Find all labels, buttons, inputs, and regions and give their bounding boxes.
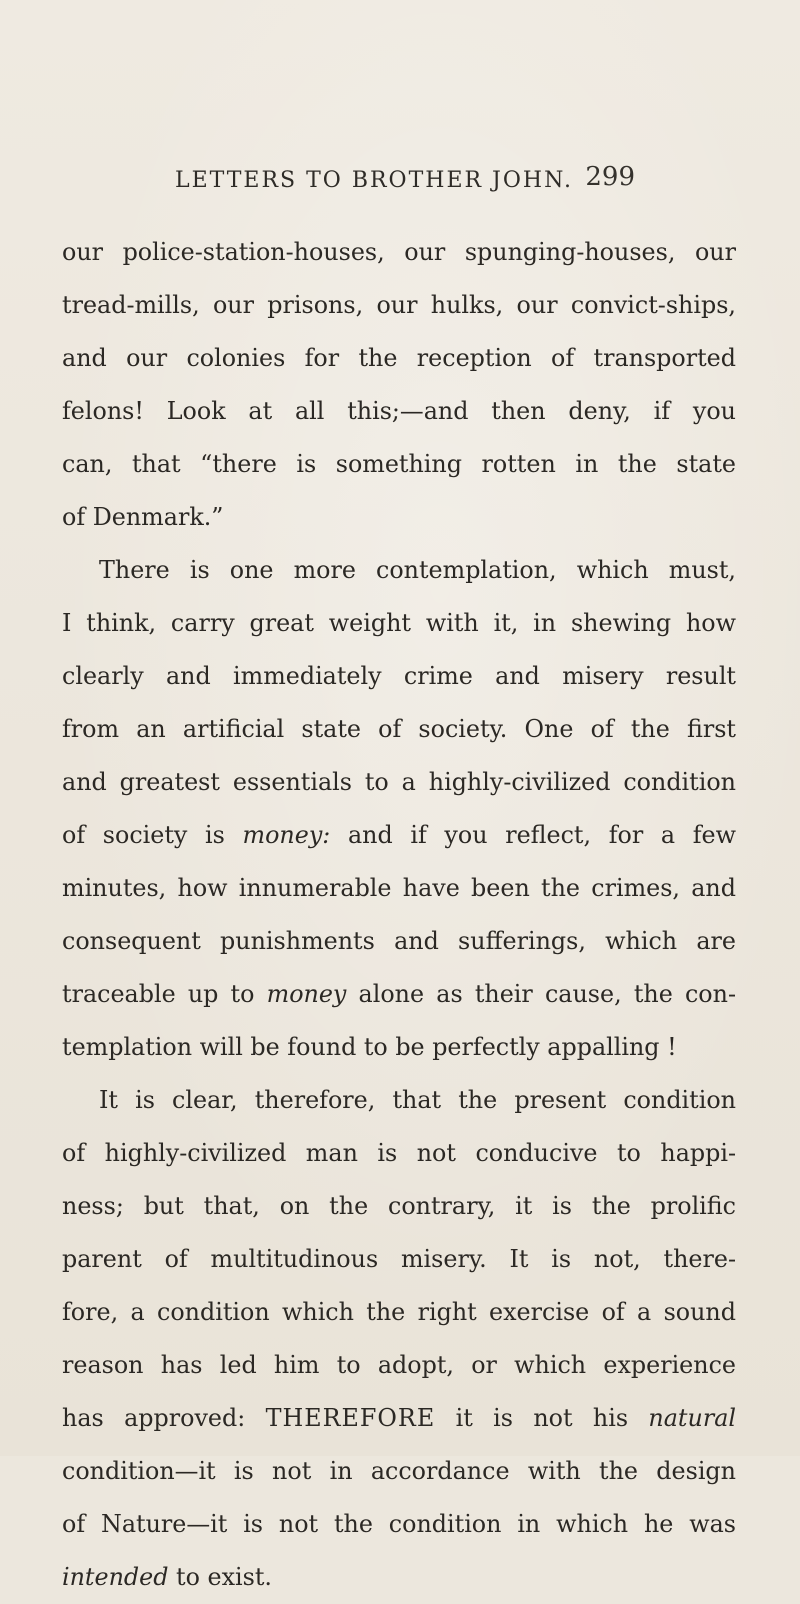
text-line: templation will be found to be perfectly appalling ! — [62, 1033, 677, 1061]
text-line — [62, 1392, 736, 1445]
text-line: I think, carry great weight with it, in shewing how — [62, 609, 736, 637]
text-line — [62, 968, 736, 1021]
text-line: reason has led him to adopt, or which experience — [62, 1351, 736, 1379]
line-segment: it is not his — [435, 1404, 649, 1432]
text-line: felons! Look at all this;—and then deny, if you — [62, 397, 736, 425]
text-line: It is clear, therefore, that the present condition — [99, 1086, 736, 1114]
text-line: consequent punishments and sufferings, which are — [62, 927, 736, 955]
italic-word: money: — [242, 821, 331, 849]
text-line: and greatest essentials to a highly-civilized condition — [62, 768, 736, 796]
line-segment: has approved: — [62, 1404, 266, 1432]
text-line: tread-mills, our prisons, our hulks, our convict-ships, — [62, 291, 736, 319]
text-line — [62, 1551, 736, 1604]
italic-word: money — [266, 980, 347, 1008]
text-line: and our colonies for the reception of transported — [62, 344, 736, 372]
text-line: of Nature—it is not the condition in which he was — [62, 1510, 736, 1538]
text-line: fore, a condition which the right exercise of a sound — [62, 1298, 736, 1326]
page-number: 299 — [585, 162, 635, 192]
text-line: There is one more contemplation, which must, — [99, 556, 736, 584]
italic-word: intended — [62, 1563, 169, 1591]
line-segment: traceable up to — [62, 980, 267, 1008]
italic-word: natural — [648, 1404, 736, 1432]
text-line: ness; but that, on the contrary, it is the prolific — [62, 1192, 736, 1220]
text-line: of Denmark.” — [62, 503, 224, 531]
text-line: clearly and immediately crime and misery result — [62, 662, 736, 690]
text-line: of highly-civilized man is not conducive to happi- — [62, 1139, 736, 1167]
line-segment: alone as their cause, the con- — [346, 980, 736, 1008]
text-line: our police-station-houses, our spunging-houses, our — [62, 238, 736, 266]
text-line: parent of multitudinous misery. It is not, there- — [62, 1245, 736, 1273]
running-title: LETTERS TO BROTHER JOHN. — [175, 168, 573, 193]
text-line: minutes, how innumerable have been the crimes, and — [62, 874, 736, 902]
line-segment: and if you reflect, for a few — [330, 821, 736, 849]
line-segment: of society is — [62, 821, 243, 849]
running-head — [175, 160, 635, 200]
small-caps-word: THEREFORE — [265, 1404, 436, 1432]
text-line: can, that “there is something rotten in the state — [62, 450, 736, 478]
text-line — [62, 809, 736, 862]
body-text — [62, 226, 736, 1604]
line-segment: to exist. — [168, 1563, 272, 1591]
text-line: from an artificial state of society. One of the first — [62, 715, 736, 743]
text-line: condition—it is not in accordance with the design — [62, 1457, 736, 1485]
